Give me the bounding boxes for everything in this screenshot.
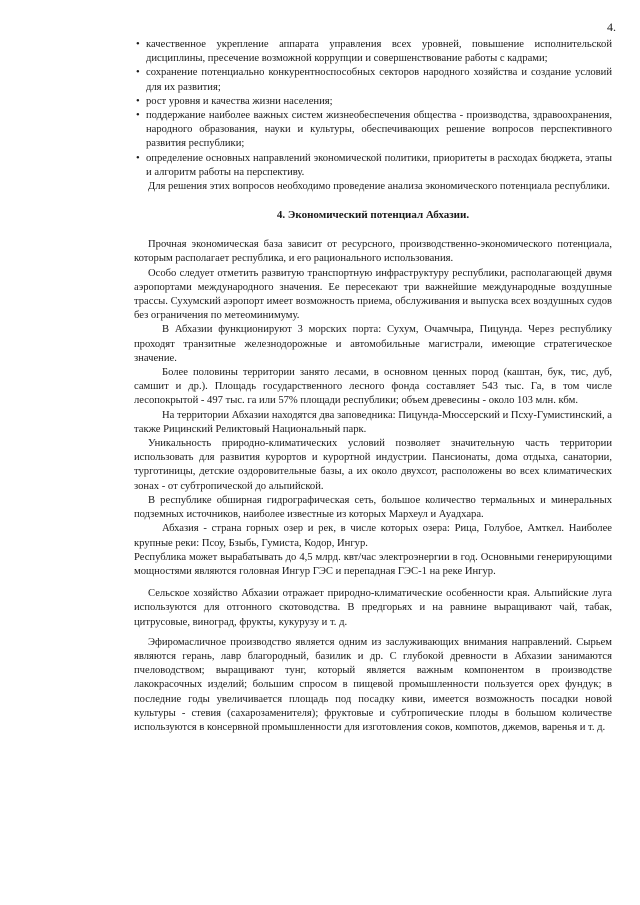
document-body [134,38,612,735]
paragraph: В республике обширная гидрографическая сеть, большое количество термальных и минеральных подземных источников, наиболее известные из которых Мархеул и Ауадхара. [134,494,612,521]
section-title: 4. Экономический потенциал Абхазии. [276,209,470,222]
list-item: • сохранение потенциально конкурентноспособных секторов народного хозяйства и создание условий для их развития; [134,66,612,94]
paragraph: Особо следует отметить развитую транспортную инфраструктуру республики, располагающей двумя аэропортами международного значения. Ее пересекают три важнейшие международные воздушные трассы. Сухумский аэропорт имеет возможность приема, обслуживания и выпуска всех воздушных судов без ограничения по метеоминимуму. [134,267,612,322]
paragraph: На территории Абхазии находятся два заповедника: Пицунда-Мюссерский и Псху-Гумистинский, а также Рицинский Реликтовый Национальный парк. [134,409,612,435]
paragraph: Прочная экономическая база зависит от ресурсного, производственно-экономического потенциала, которым располагает республика, и его рационального использования. [134,239,612,265]
paragraph: Сельское хозяйство Абхазии отражает природно-климатические особенности края. Альпийские луга используются для отгонного скотоводства. В предгорьях и на равнине выращивают чай, табак, цитрусовые, виноград, фрукты, кукурузу и т. д. [134,588,612,628]
paragraph: Уникальность природно-климатических условий позволяет значительную часть территории использовать для развития курортов и курортной индустрии. Пансионаты, дома отдыха, санатории, турготиницы, детские оздоровительные базы, а их около двухсот, расположены во всех климатических зонах - от субтропической до альпийской. [134,438,612,492]
paragraph: Республика может вырабатывать до 4,5 млрд. квт/час электроэнергии в год. Основными генерирующими мощностями являются головная Ингур ГЭС и перепадная ГЭС-1 на реке Ингур. [134,551,612,577]
list-item: • качественное укрепление аппарата управления всех уровней, повышение исполнительской дисциплины, пресечение возможной коррупции и совершенствование работы с кадрами; [134,38,612,66]
intro-paragraph: Для решения этих вопросов необходимо проведение анализа экономического потенциала республики. [148,181,610,193]
goals-list [134,38,612,180]
list-item: • рост уровня и качества жизни населения; [134,95,612,109]
paragraph: Абхазия - страна горных озер и рек, в числе которых озера: Рица, Голубое, Амткел. Наиболее крупные реки: Псоу, Бзыбь, Гумиста, Кодор, Ингур. [134,523,612,549]
paragraph: Эфиромасличное производство является одним из заслуживающих внимания направлений. Сырьем являются герань, лавр благородный, базилик и др. С глубокой древности в Абхазии занимаются пчеловодством; выращивают тунг, который является важным компонентом в производстве лакокрасочных изделий; большим спросом в пищевой промышленности пользуется орех фундук; в последние годы увеличивается площадь под посадку киви, имеется возможность посадки новой культуры - стевия (сахарозаменителя); фруктовые и субтропические плоды в большом количестве используются в консервной промышленности для изготовления соков, компотов, джемов, варенья и т. д. [134,636,612,733]
list-item: • поддержание наиболее важных систем жизнеобеспечения общества - производства, здравоохранения, народного образования, науки и культуры, обеспечивающих решение вопросов перспективного развития республики; [134,109,612,152]
list-item: • определение основных направлений экономической политики, приоритеты в расходах бюджета, этапы и алгоритм работы на перспективу. [134,152,612,180]
page-number: 4. [607,20,616,34]
paragraph: В Абхазии функционируют 3 морских порта: Сухум, Очамчыра, Пицунда. Через республику проходят транзитные железнодорожные и автомобильные магистрали, имеющие стратегическое значение. [134,324,612,364]
paragraph: Более половины территории занято лесами, в основном ценных пород (каштан, бук, тис, дуб, самшит и др.). Площадь государственного лесного фонда составляет 543 тыс. Га, в том числе лесопокрытой - 497 тыс. га или 57% площади республики; объем древесины - около 103 млн. кбм. [134,367,612,407]
